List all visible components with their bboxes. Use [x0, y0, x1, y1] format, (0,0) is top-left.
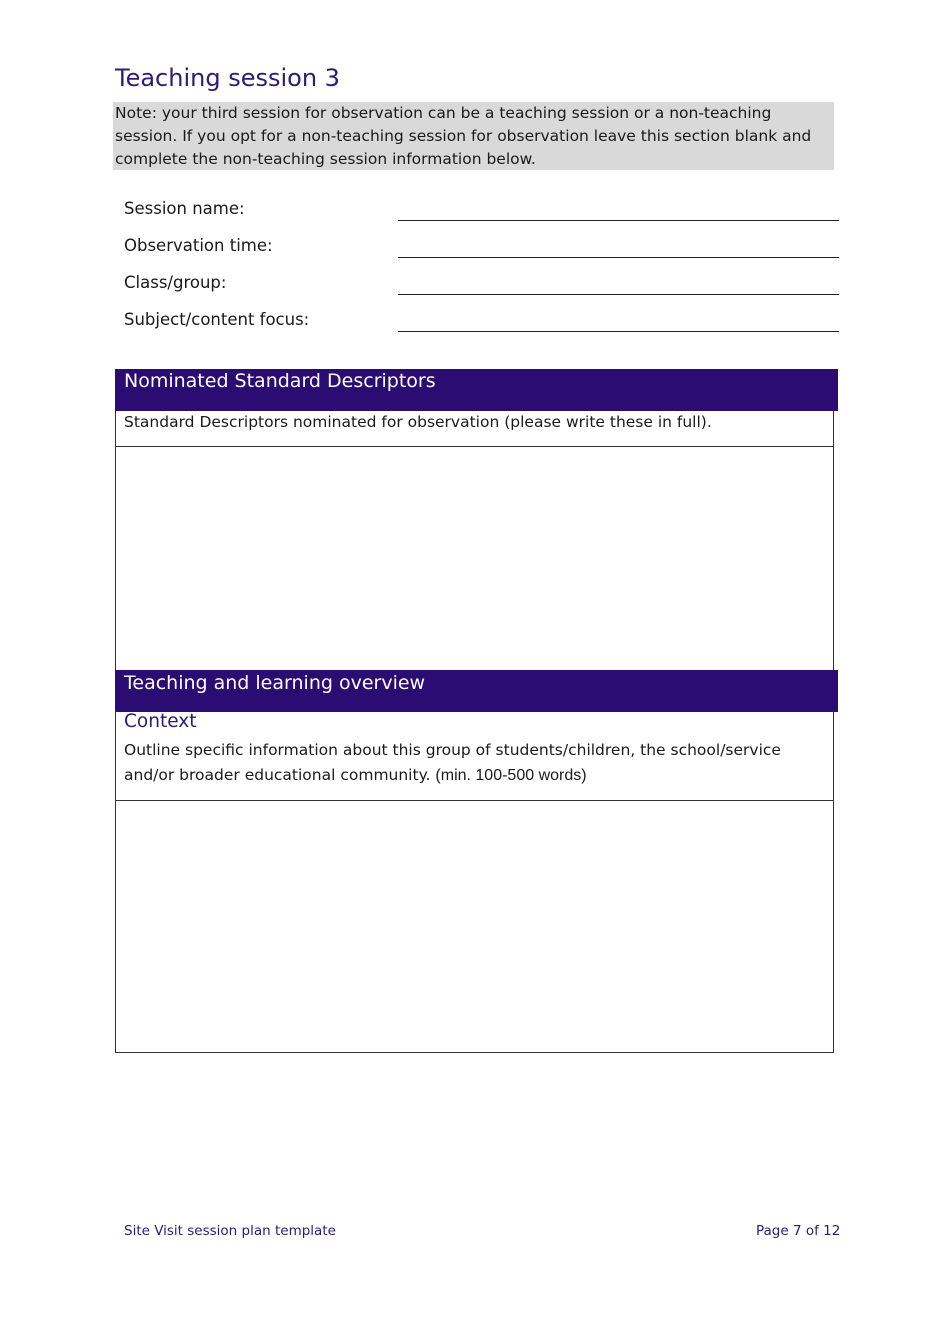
session-name-label: Session name: [124, 199, 245, 218]
observation-time-label: Observation time: [124, 236, 273, 255]
descriptors-response-area[interactable] [115, 446, 834, 671]
page-title: Teaching session 3 [115, 64, 340, 92]
session-name-input[interactable] [398, 220, 839, 221]
descriptors-instruction-cell [115, 410, 834, 447]
overview-header [115, 670, 838, 712]
context-response-area[interactable] [115, 800, 834, 1053]
overview-header-text: Teaching and learning overview [124, 672, 426, 694]
class-group-label: Class/group: [124, 273, 227, 292]
note-box: Note: your third session for observation can be a teaching session or a non-teaching session. If you opt for a non-teaching session for observation leave this section blank and complete the non-teaching session information below. [113, 102, 834, 170]
subject-focus-input[interactable] [398, 331, 839, 332]
footer-document-title: Site Visit session plan template [124, 1223, 336, 1239]
descriptors-header-text: Nominated Standard Descriptors [124, 370, 436, 392]
observation-time-input[interactable] [398, 257, 839, 258]
context-text: Outline specific information about this group of students/children, the school/service and/or broader educational community. [124, 741, 781, 784]
class-group-input[interactable] [398, 294, 839, 295]
descriptors-header [115, 369, 838, 411]
footer-page-number: Page 7 of 12 [756, 1223, 841, 1239]
descriptors-instruction: Standard Descriptors nominated for observation (please write these in full). [124, 413, 712, 431]
subject-focus-label: Subject/content focus: [124, 310, 310, 329]
context-title: Context [124, 711, 197, 732]
context-instruction [124, 738, 814, 788]
word-limit: (min. 100-500 words) [435, 767, 587, 784]
